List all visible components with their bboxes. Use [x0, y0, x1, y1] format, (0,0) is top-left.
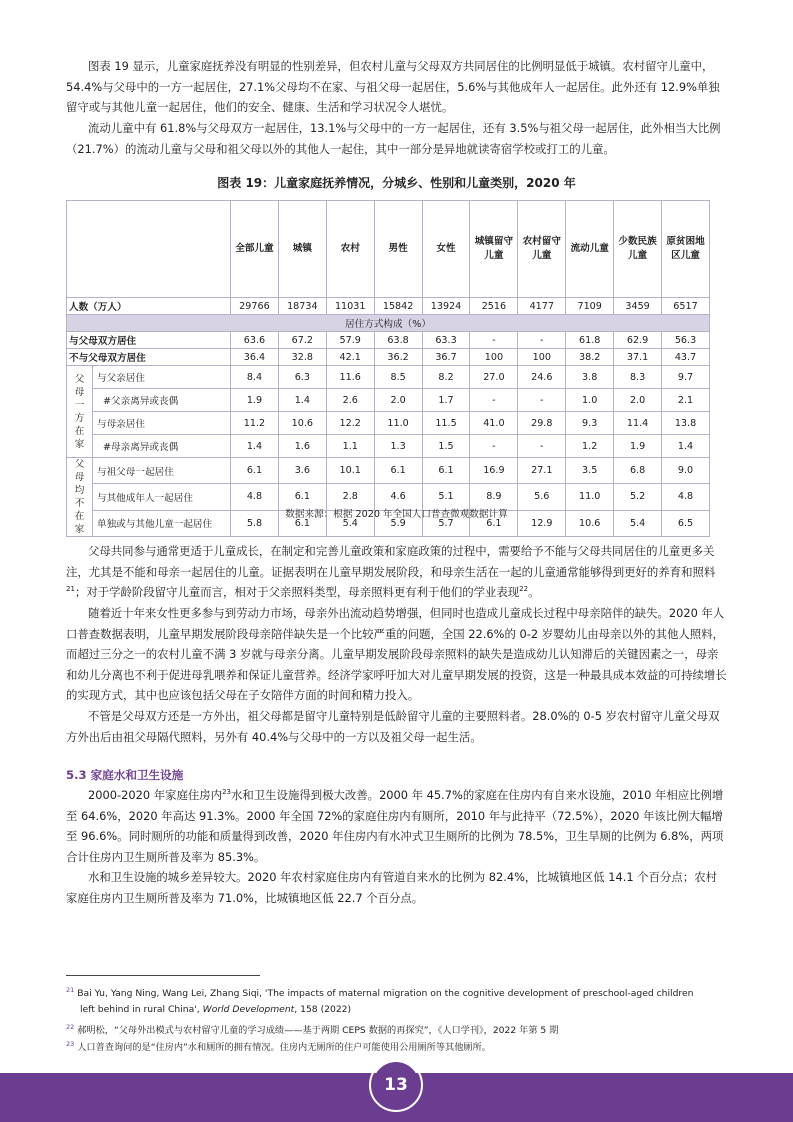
table-cell: 5.2	[614, 484, 662, 510]
text-run: 。	[528, 585, 540, 600]
table-cell: -	[518, 332, 566, 349]
table-cell: 36.4	[231, 349, 279, 366]
table-cell: 10.6	[278, 412, 326, 435]
table-cell: 10.1	[326, 458, 374, 484]
table-cell: -	[470, 332, 518, 349]
table-cell: 11.2	[231, 412, 279, 435]
table-cell: 2.0	[374, 389, 422, 412]
footnote-text: 郝明松，“父母外出模式与农村留守儿童的学习成绩——基于两期 CEPS 数据的再探究”，《人口学刊》，2022 年第 5 期	[77, 1025, 559, 1037]
row-label: 单独或与其他儿童一起居住	[93, 510, 231, 536]
row-label: 与父母双方居住	[67, 332, 231, 349]
table-cell: 6.3	[278, 366, 326, 389]
table-cell: 6.1	[278, 510, 326, 536]
table-cell: 43.7	[662, 349, 710, 366]
table-cell: 2.8	[326, 484, 374, 510]
table-cell: 8.4	[231, 366, 279, 389]
row-label: 与母亲居住	[93, 412, 231, 435]
table-cell: 6.1	[374, 458, 422, 484]
table-row	[67, 412, 710, 435]
footnote-line	[66, 982, 746, 1002]
table-cell: 100	[470, 349, 518, 366]
footnote-text: , 158 (2022)	[294, 1004, 352, 1016]
footnote-line	[66, 1002, 746, 1018]
table-cell: 13924	[422, 298, 470, 315]
text-run: 2000-2020 年家庭住房内	[88, 788, 223, 802]
col-header: 女性	[422, 201, 470, 298]
table-cell: 57.9	[326, 332, 374, 349]
table-cell: 6.8	[614, 458, 662, 484]
table-cell: 2.1	[662, 389, 710, 412]
row-label: #母亲离异或丧偶	[93, 435, 231, 458]
table-cell: 4.8	[662, 484, 710, 510]
table-cell: -	[470, 435, 518, 458]
table-cell: 37.1	[614, 349, 662, 366]
body-paragraph-2: 随着近十年来女性更多参与到劳动力市场，母亲外出流动趋势增强，但同时也造成儿童成长过程中母亲陪伴的缺失。2020 年人口普查数据表明，儿童早期发展阶段母亲陪伴缺失是一个比较严重的问题，全国 22.6%的 0-2 岁婴幼儿由母亲以外的其他人照料，而超过三分之一的农村儿童不满 3 岁就与母亲分离。儿童早期发展阶段母亲照料的缺失是造成幼儿认知滞后的关键因素之一，母亲和幼儿分离也不利于促进母乳喂养和保证儿童营养。经济学家呼吁加大对儿童早期发展的投资，这是一种最具成本效益的可持续增长的实现方式，其中也应该包括父母在子女陪伴方面的时间和精力投入。	[66, 606, 727, 703]
table-cell: 41.0	[470, 412, 518, 435]
section-heading: 5.3 家庭水和卫生设施	[66, 768, 184, 782]
table-cell: 10.6	[566, 510, 614, 536]
table-cell: 63.8	[374, 332, 422, 349]
table-cell: 4.8	[231, 484, 279, 510]
table-cell: 2.0	[614, 389, 662, 412]
table-header-blank	[67, 201, 231, 298]
table-cell: 62.9	[614, 332, 662, 349]
table-cell: 5.4	[614, 510, 662, 536]
table-cell: -	[470, 389, 518, 412]
table-cell: 1.2	[566, 435, 614, 458]
footnote-number: 22	[66, 1023, 75, 1031]
table-cell: 27.1	[518, 458, 566, 484]
table-cell: 29766	[231, 298, 279, 315]
data-table	[66, 200, 710, 537]
table-cell: 12.2	[326, 412, 374, 435]
table-cell: 11.6	[326, 366, 374, 389]
col-header: 原贫困地区儿童	[662, 201, 710, 298]
table-cell: 11.5	[422, 412, 470, 435]
table-cell: 5.8	[231, 510, 279, 536]
table-cell: 11.0	[374, 412, 422, 435]
table-cell: 6.1	[278, 484, 326, 510]
table-cell: 2516	[470, 298, 518, 315]
table-cell: 5.9	[374, 510, 422, 536]
col-header: 少数民族儿童	[614, 201, 662, 298]
intro-paragraph-2: 流动儿童中有 61.8%与父母双方一起居住，13.1%与父母中的一方一起居住，还有 3.5%与祖父母一起居住，此外相当大比例（21.7%）的流动儿童与父母和祖父母以外的其他人一起住，其中一部分是异地就读寄宿学校或打工的儿童。	[66, 121, 721, 156]
table-cell: 8.9	[470, 484, 518, 510]
table-cell: 1.4	[662, 435, 710, 458]
footnote-text: 人口普查询问的是“住房内”水和厕所的拥有情况。住房内无厕所的住户可能使用公用厕所等其他厕所。	[77, 1042, 491, 1054]
col-header: 全部儿童	[231, 201, 279, 298]
table-cell: 3459	[614, 298, 662, 315]
table-cell: 5.4	[326, 510, 374, 536]
table-section-row	[67, 315, 710, 332]
table-title: 图表 19：儿童家庭抚养情况，分城乡、性别和儿童类别，2020 年	[217, 176, 576, 190]
row-label: 与其他成年人一起居住	[93, 484, 231, 510]
footnote-ref-21[interactable]: 21	[66, 585, 75, 594]
body-paragraph-3: 不管是父母双方还是一方外出，祖父母都是留守儿童特别是低龄留守儿童的主要照料者。28.0%的 0-5 岁农村留守儿童父母双方外出后由祖父母隔代照料，另外有 40.4%与父母中的一方以及祖父母一起生活。	[66, 709, 720, 744]
table-cell: 42.1	[326, 349, 374, 366]
row-label: 与祖父母一起居住	[93, 458, 231, 484]
group-label-no-parent	[67, 458, 93, 537]
table-cell: 8.2	[422, 366, 470, 389]
table-cell: 24.6	[518, 366, 566, 389]
table-cell: 36.7	[422, 349, 470, 366]
table-cell: 1.1	[326, 435, 374, 458]
section-paragraph-2: 水和卫生设施的城乡差异较大。2020 年农村家庭住房内有管道自来水的比例为 82.4%，比城镇地区低 14.1 个百分点；农村家庭住房内卫生厕所普及率为 71.0%，比城镇地区低 22.7 个百分点。	[66, 870, 717, 905]
table-cell: 6.1	[422, 458, 470, 484]
table-cell: 36.2	[374, 349, 422, 366]
table-cell: 6.1	[231, 458, 279, 484]
table-cell: 1.9	[231, 389, 279, 412]
table-cell: 27.0	[470, 366, 518, 389]
table-cell: 6.1	[470, 510, 518, 536]
table-cell: 3.6	[278, 458, 326, 484]
footnote-23	[66, 1036, 746, 1056]
table-cell: 4.6	[374, 484, 422, 510]
table-cell: 1.3	[374, 435, 422, 458]
table-cell: 1.7	[422, 389, 470, 412]
table-row	[67, 435, 710, 458]
table-cell: -	[518, 435, 566, 458]
text-run: 水和卫生设施得到极大改善。2000 年 45.7%的家庭在住房内有自来水设施，2010 年相应比例增至 64.6%，2020 年高达 91.3%。2000 年全国 72%的家庭住房内有厕所，2010 年与此持平（72.5%），2020 年该比例大幅增至 96.6%。同时厕所的功能和质量得到改善，2020 年住房内有水冲式卫生厕所的比例为 78.5%，卫生旱厕的比例为 6.8%，两项合计住房内卫生厕所普及率为 85.3%。	[66, 788, 724, 864]
table-cell: 15842	[374, 298, 422, 315]
group-label-one-parent	[67, 366, 93, 458]
table-row	[67, 389, 710, 412]
table-cell: 8.3	[614, 366, 662, 389]
table-cell: 1.6	[278, 435, 326, 458]
table-cell: 1.9	[614, 435, 662, 458]
row-label: 不与父母双方居住	[67, 349, 231, 366]
table-row-population	[67, 298, 710, 315]
table-cell: 6517	[662, 298, 710, 315]
table-header-row	[67, 201, 710, 298]
table-cell: 11031	[326, 298, 374, 315]
table-cell: 67.2	[278, 332, 326, 349]
text-run: 父母共同参与通常更适于儿童成长，在制定和完善儿童政策和家庭政策的过程中，需要给予不能与父母共同居住的儿童更多关注，尤其是不能和母亲一起居住的儿童。证据表明在儿童早期发展阶段，和母亲生活在一起的儿童通常能够得到更好的养育和照料	[66, 544, 716, 579]
table-row-both-parents	[67, 332, 710, 349]
table-row	[67, 366, 710, 389]
table-row-not-both-parents	[67, 349, 710, 366]
table-cell: 13.8	[662, 412, 710, 435]
row-label: #父亲离异或丧偶	[93, 389, 231, 412]
col-header: 男性	[374, 201, 422, 298]
col-header: 农村留守儿童	[518, 201, 566, 298]
footnote-ref-23[interactable]: 23	[222, 788, 231, 797]
footnote-text: Bai Yu, Yang Ning, Wang Lei, Zhang Siqi, 'The impacts of maternal migration on the cognitive development of preschool-aged children	[77, 988, 694, 1000]
table-cell: 9.0	[662, 458, 710, 484]
table-cell: 9.3	[566, 412, 614, 435]
col-header: 农村	[326, 201, 374, 298]
footnote-text: left behind in rural China',	[80, 1004, 200, 1016]
footnote-number: 21	[66, 986, 75, 994]
table-cell: 1.4	[231, 435, 279, 458]
table-cell: 8.5	[374, 366, 422, 389]
table-cell: 3.5	[566, 458, 614, 484]
table-cell: 1.4	[278, 389, 326, 412]
table-cell: 12.9	[518, 510, 566, 536]
table-cell: 32.8	[278, 349, 326, 366]
row-label: 人数（万人）	[67, 298, 231, 315]
table-cell: 11.0	[566, 484, 614, 510]
footnote-number: 23	[66, 1040, 75, 1048]
table-cell: 5.1	[422, 484, 470, 510]
group-label-text: 父母一方在家	[74, 373, 85, 450]
table-cell: 56.3	[662, 332, 710, 349]
table-cell: 1.0	[566, 389, 614, 412]
table-cell: 5.7	[422, 510, 470, 536]
footnote-ref-22[interactable]: 22	[519, 585, 529, 594]
table-cell: 18734	[278, 298, 326, 315]
col-header: 流动儿童	[566, 201, 614, 298]
body-paragraph-1	[66, 541, 728, 603]
table-cell: 63.6	[231, 332, 279, 349]
table-row	[67, 458, 710, 484]
row-label: 与父亲居住	[93, 366, 231, 389]
table-cell: 38.2	[566, 349, 614, 366]
table-cell: 1.5	[422, 435, 470, 458]
table-cell: 3.8	[566, 366, 614, 389]
table-source-note: 数据来源：根据 2020 年全国人口普查微观数据计算	[285, 509, 508, 520]
table-cell: 61.8	[566, 332, 614, 349]
table-cell: 5.6	[518, 484, 566, 510]
footnote-divider	[66, 975, 260, 976]
footnote-journal: World Development	[202, 1004, 295, 1016]
table-cell: 29.8	[518, 412, 566, 435]
intro-paragraph-1: 图表 19 显示，儿童家庭抚养没有明显的性别差异，但农村儿童与父母双方共同居住的比例明显低于城镇。农村留守儿童中，54.4%与父母中的一方一起居住，27.1%父母均不在家、与祖父母一起居住，5.6%与其他成年人一起居住。此外还有 12.9%单独留守或与其他儿童一起居住，他们的安全、健康、生活和学习状况令人堪忧。	[66, 59, 720, 115]
col-header: 城镇留守儿童	[470, 201, 518, 298]
table-cell: 9.7	[662, 366, 710, 389]
table-cell: -	[518, 389, 566, 412]
section-label: 居住方式构成（%）	[67, 315, 710, 332]
table-cell: 11.4	[614, 412, 662, 435]
group-label-text: 父母均不在家	[74, 459, 85, 535]
table-cell: 16.9	[470, 458, 518, 484]
table-cell: 7109	[566, 298, 614, 315]
footnote-21	[66, 982, 746, 1019]
text-run: ；对于学龄阶段留守儿童而言，相对于父亲照料类型，母亲照料更有利于他们的学业表现	[74, 585, 520, 600]
table-cell: 4177	[518, 298, 566, 315]
table-cell: 100	[518, 349, 566, 366]
section-paragraph-1	[66, 785, 728, 867]
table-cell: 63.3	[422, 332, 470, 349]
table-cell: 6.5	[662, 510, 710, 536]
col-header: 城镇	[278, 201, 326, 298]
table-cell: 2.6	[326, 389, 374, 412]
page-number: 13	[373, 1062, 419, 1108]
